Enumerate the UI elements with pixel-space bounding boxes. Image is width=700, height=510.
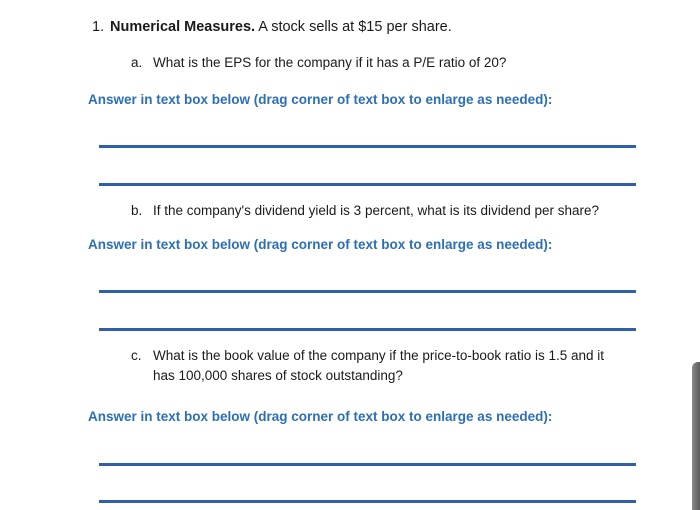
answer-textbox-b-top[interactable] <box>99 290 636 293</box>
part-a-question: What is the EPS for the company if it has a P/E ratio of 20? <box>153 55 507 70</box>
question-title-rest: A stock sells at $15 per share. <box>255 19 452 35</box>
question-title <box>110 19 452 35</box>
part-c-question-line1: What is the book value of the company if the price-to-book ratio is 1.5 and it <box>153 348 604 363</box>
part-c-question-line2: has 100,000 shares of stock outstanding? <box>153 368 403 383</box>
part-b-question: If the company's dividend yield is 3 percent, what is its dividend per share? <box>153 203 600 218</box>
answer-textbox-a-bottom[interactable] <box>99 183 636 186</box>
scrollbar-thumb[interactable] <box>692 362 700 510</box>
answer-prompt-c: Answer in text box below (drag corner of text box to enlarge as needed): <box>88 409 553 424</box>
answer-textbox-a-top[interactable] <box>99 145 636 148</box>
question-number: 1. <box>92 19 105 35</box>
part-b-letter: b. <box>131 203 143 218</box>
part-a-letter: a. <box>131 55 143 70</box>
answer-textbox-c-bottom[interactable] <box>99 500 636 503</box>
answer-textbox-b-bottom[interactable] <box>99 328 636 331</box>
question-title-bold: Numerical Measures. <box>110 19 256 35</box>
answer-prompt-a: Answer in text box below (drag corner of text box to enlarge as needed): <box>88 92 553 107</box>
answer-textbox-c-top[interactable] <box>99 463 636 466</box>
part-c-letter: c. <box>131 348 142 363</box>
answer-prompt-b: Answer in text box below (drag corner of text box to enlarge as needed): <box>88 237 553 252</box>
